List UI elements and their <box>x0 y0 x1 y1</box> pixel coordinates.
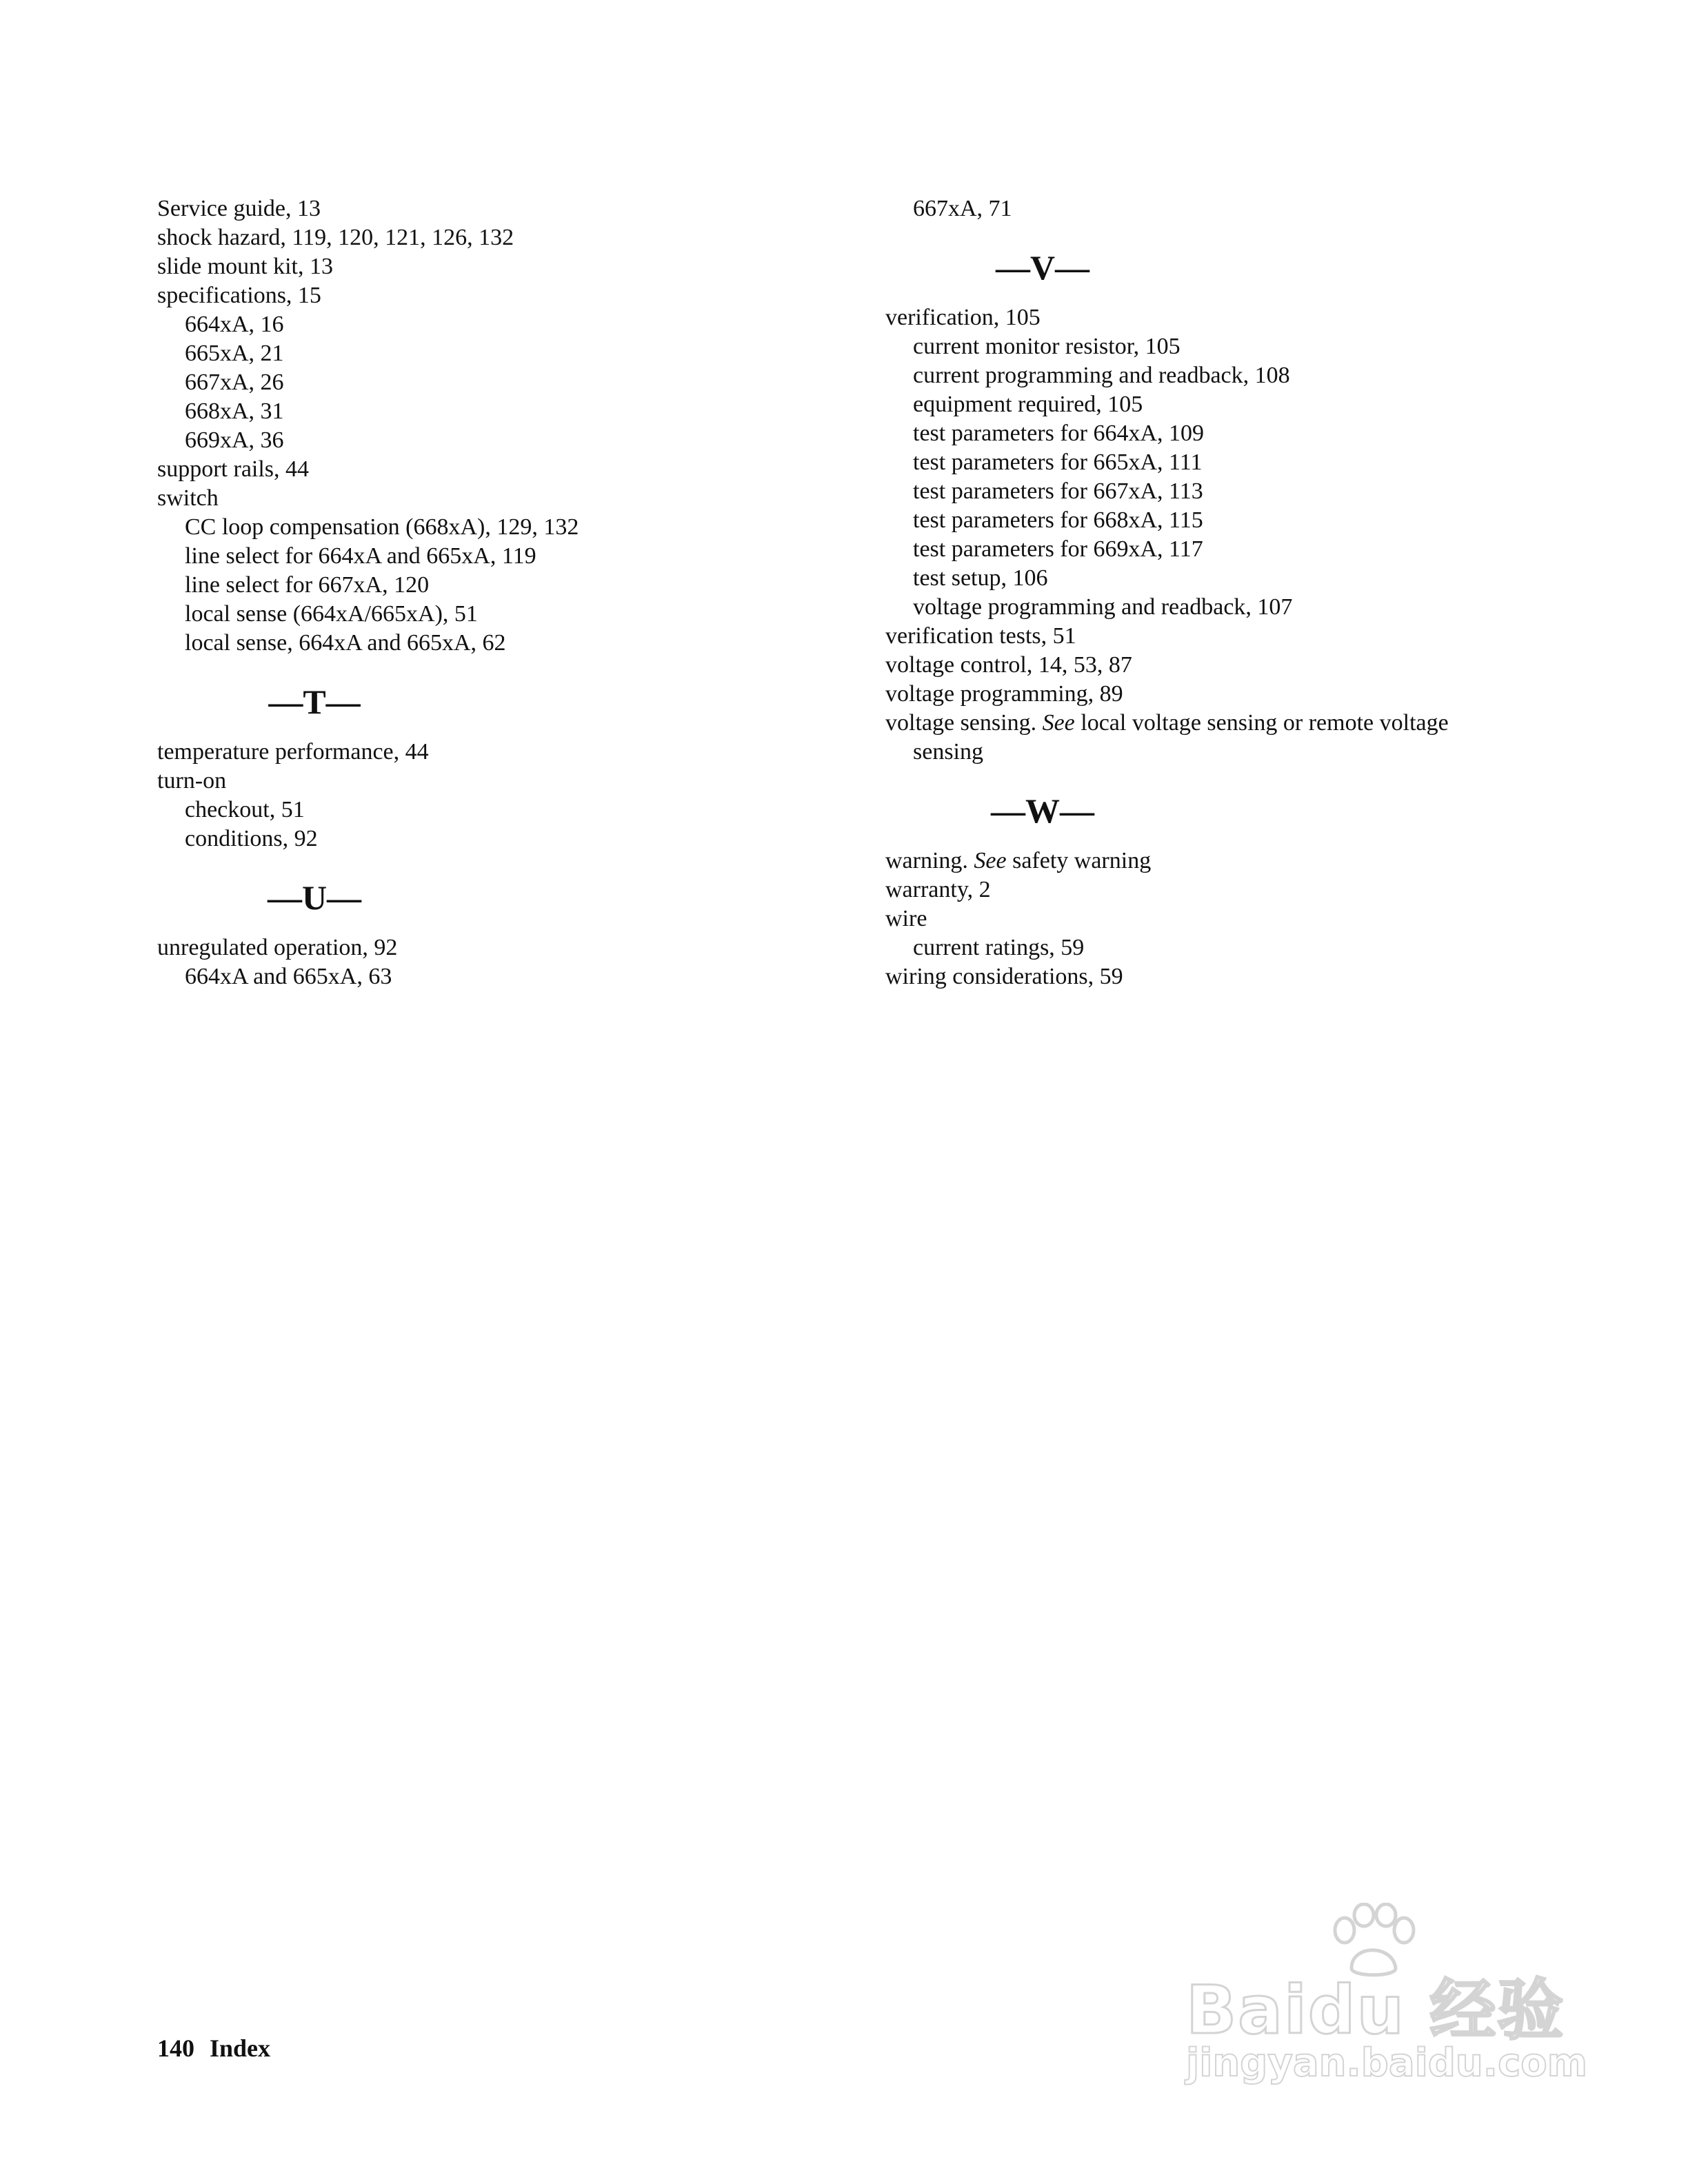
entry-text: safety warning <box>1006 848 1152 873</box>
index-entry: Service guide, 13 <box>157 196 321 221</box>
index-group-u <box>157 933 847 991</box>
index-entry: specifications, 15 <box>157 283 321 308</box>
index-group-s <box>157 194 847 658</box>
index-left-column <box>157 194 847 991</box>
index-group-w <box>885 876 1575 991</box>
index-entry: voltage programming, 89 <box>885 681 1123 707</box>
index-subentry: 667xA, 71 <box>913 196 1012 221</box>
index-subentry: equipment required, 105 <box>913 392 1143 417</box>
index-entry: voltage control, 14, 53, 87 <box>885 652 1132 678</box>
index-entry: warranty, 2 <box>885 877 991 902</box>
index-subentry: test parameters for 664xA, 109 <box>913 421 1205 446</box>
index-subentry: 664xA and 665xA, 63 <box>185 964 392 989</box>
index-subentry: conditions, 92 <box>185 826 318 851</box>
index-entry: temperature performance, 44 <box>157 739 429 765</box>
index-subentry: line select for 664xA and 665xA, 119 <box>185 543 536 569</box>
entry-text: voltage sensing. <box>885 710 1043 736</box>
entry-text: warning. <box>885 848 974 873</box>
index-subentry: test parameters for 667xA, 113 <box>913 478 1203 504</box>
index-entry-warning <box>885 847 1575 876</box>
index-subentry: 669xA, 36 <box>185 427 284 453</box>
watermark-brand: Baidu 经验 <box>1186 1972 1565 2049</box>
index-entry: verification tests, 51 <box>885 623 1076 649</box>
index-entry-voltage-sensing <box>885 709 1575 738</box>
index-subentry: line select for 667xA, 120 <box>185 572 430 598</box>
see-reference: See <box>1042 710 1075 736</box>
index-subentry: local sense (664xA/665xA), 51 <box>185 601 478 627</box>
index-subentry: CC loop compensation (668xA), 129, 132 <box>185 514 579 540</box>
index-entry: slide mount kit, 13 <box>157 254 333 279</box>
see-reference: See <box>974 848 1007 873</box>
index-entry: shock hazard, 119, 120, 121, 126, 132 <box>157 225 514 250</box>
index-subentry: current ratings, 59 <box>913 935 1085 960</box>
index-subentry: current programming and readback, 108 <box>913 363 1290 388</box>
page-number: 140 <box>157 2034 194 2062</box>
index-entry-continuation: sensing <box>913 739 983 765</box>
watermark-url: jingyan.baidu.com <box>1186 2041 1588 2085</box>
index-entry: verification, 105 <box>885 305 1041 330</box>
index-group-u-continued <box>885 194 1575 223</box>
index-subentry: test parameters for 669xA, 117 <box>913 536 1203 562</box>
index-entry: unregulated operation, 92 <box>157 935 398 960</box>
footer-section-title: Index <box>210 2034 271 2062</box>
index-group-t <box>157 738 847 853</box>
index-subentry: checkout, 51 <box>185 797 305 822</box>
section-heading-w: —W— <box>991 791 1094 830</box>
index-entry: support rails, 44 <box>157 456 310 482</box>
index-subentry: 667xA, 26 <box>185 370 284 395</box>
section-heading-t: —T— <box>268 682 361 721</box>
index-entry: wire <box>885 906 927 931</box>
baidu-watermark <box>1186 1903 1588 2096</box>
index-subentry: current monitor resistor, 105 <box>913 334 1180 359</box>
index-entry: switch <box>157 485 219 511</box>
entry-text: local voltage sensing or remote voltage <box>1074 710 1449 736</box>
index-subentry: test parameters for 665xA, 111 <box>913 449 1203 475</box>
index-subentry: 668xA, 31 <box>185 398 284 424</box>
index-subentry: test parameters for 668xA, 115 <box>913 507 1203 533</box>
index-subentry: local sense, 664xA and 665xA, 62 <box>185 630 506 656</box>
index-right-column <box>885 194 1575 991</box>
index-subentry: test setup, 106 <box>913 565 1048 591</box>
index-entry: turn-on <box>157 768 227 793</box>
page-footer <box>157 2034 270 2063</box>
index-subentry: 665xA, 21 <box>185 341 284 366</box>
index-group-v <box>885 303 1575 709</box>
index-entry: wiring considerations, 59 <box>885 964 1123 989</box>
section-heading-u: —U— <box>267 878 362 917</box>
index-subentry: 664xA, 16 <box>185 312 284 337</box>
section-heading-v: —V— <box>995 248 1090 287</box>
index-subentry: voltage programming and readback, 107 <box>913 594 1293 620</box>
